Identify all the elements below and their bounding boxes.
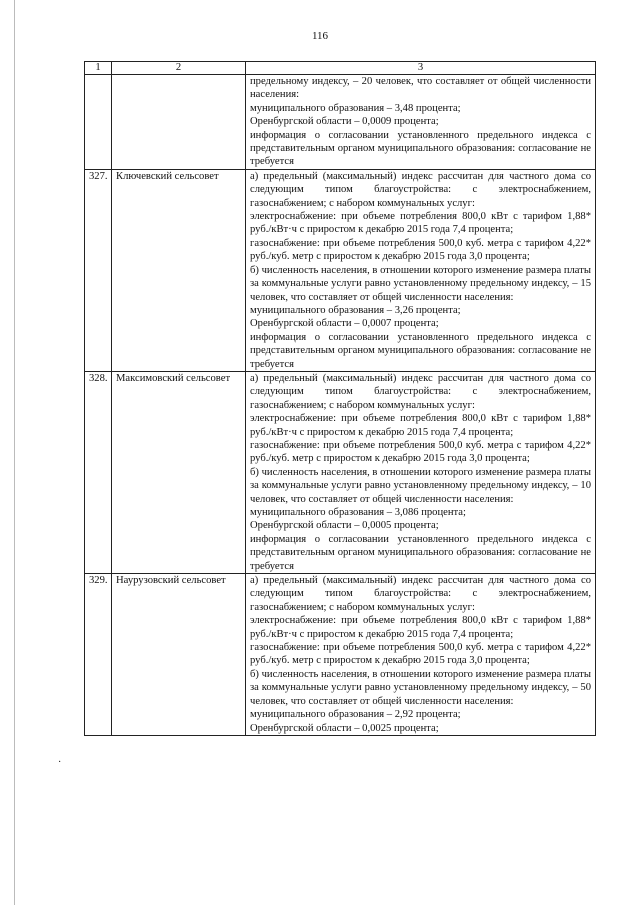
row-content-cell — [246, 169, 596, 371]
table-row-continuation — [85, 75, 596, 170]
content-line: газоснабжение: при объеме потребления 500,0 куб. метра с тарифом 4,22* руб./куб. метр с приростом к декабрю 2015 года 3,0 процента; — [250, 237, 591, 263]
content-line: электроснабжение: при объеме потребления 800,0 кВт с тарифом 1,88* руб./кВт·ч с приростом к декабрю 2015 года 7,4 процента; — [250, 615, 591, 640]
content-line: б) численность населения, в отношении которого изменение размера платы за коммунальные услуги равно установленному предельному индексу, – 15 человек, что составляет от общей численности населения: — [250, 264, 591, 303]
content-line: Оренбургской области – 0,0007 процента; — [250, 318, 439, 330]
content-line: электроснабжение: при объеме потребления 800,0 кВт с тарифом 1,88* руб./кВт·ч с приростом к декабрю 2015 года 7,4 процента; — [250, 413, 591, 438]
content-line: муниципального образования – 3,26 процента; — [250, 304, 461, 316]
content-line: муниципального образования – 3,48 процента; — [250, 102, 461, 114]
content-line: муниципального образования – 2,92 процента; — [250, 709, 461, 721]
content-line: а) предельный (максимальный) индекс рассчитан для частного дома со следующим типом благоустройства: с электроснабжением, газоснабжением; с набором коммунальных услуг: — [250, 170, 591, 209]
scan-edge-line — [14, 0, 15, 905]
header-cell-2: 2 — [112, 62, 246, 75]
content-line: б) численность населения, в отношении которого изменение размера платы за коммунальные услуги равно установленному предельному индексу, – 50 человек, что составляет от общей численности населения: — [250, 668, 591, 707]
row-content-cell — [246, 75, 596, 170]
row-content-cell — [246, 371, 596, 573]
content-line: газоснабжение: при объеме потребления 500,0 куб. метра с тарифом 4,22* руб./куб. метр с приростом к декабрю 2015 года 3,0 процента; — [250, 642, 591, 667]
margin-mark: · — [58, 757, 62, 768]
table-row-329 — [85, 574, 596, 736]
content-line: предельному индексу, – 20 человек, что составляет от общей численности населения: — [250, 76, 591, 101]
table-header-row — [85, 62, 596, 75]
content-line: информация о согласовании установленного предельного индекса с представительным органом муниципального образования: согласование не требуется — [250, 533, 591, 572]
content-line: Оренбургской области – 0,0009 процента; — [250, 116, 439, 128]
content-line: а) предельный (максимальный) индекс рассчитан для частного дома со следующим типом благоустройства: с электроснабжением, газоснабжением; с набором коммунальных услуг: — [250, 575, 591, 613]
content-line: Оренбургской области – 0,0005 процента; — [250, 520, 439, 532]
content-line: б) численность населения, в отношении которого изменение размера платы за коммунальные услуги равно установленному предельному индексу, – 10 человек, что составляет от общей численности населения: — [250, 466, 591, 505]
content-line: а) предельный (максимальный) индекс рассчитан для частного дома со следующим типом благоустройства: с электроснабжением, газоснабжением; с набором коммунальных услуг: — [250, 372, 591, 411]
row-name-cell: Максимовский сельсовет — [112, 371, 246, 573]
row-name-cell: Наурузовский сельсовет — [112, 574, 246, 736]
row-name-cell — [112, 75, 246, 170]
page-number: 116 — [311, 30, 329, 42]
header-cell-3: 3 — [246, 62, 596, 75]
content-line: информация о согласовании установленного предельного индекса с представительным органом муниципального образования: согласование не требуется — [250, 331, 591, 370]
table-row-328 — [85, 371, 596, 573]
row-number-cell: 327. — [85, 169, 112, 371]
row-number-cell: 329. — [85, 574, 112, 736]
content-line: информация о согласовании установленного предельного индекса с представительным органом муниципального образования: согласование не требуется — [250, 129, 591, 168]
header-cell-1: 1 — [85, 62, 112, 75]
row-name-cell: Ключевский сельсовет — [112, 169, 246, 371]
table-row-327 — [85, 169, 596, 371]
row-number-cell — [85, 75, 112, 170]
row-number-cell: 328. — [85, 371, 112, 573]
content-line: Оренбургской области – 0,0025 процента; — [250, 722, 439, 734]
row-content-cell — [246, 574, 596, 736]
content-line: электроснабжение: при объеме потребления 800,0 кВт с тарифом 1,88* руб./кВт·ч с приростом к декабрю 2015 года 7,4 процента; — [250, 211, 591, 236]
content-line: газоснабжение: при объеме потребления 500,0 куб. метра с тарифом 4,22* руб./куб. метр с приростом к декабрю 2015 года 3,0 процента; — [250, 439, 591, 465]
index-table — [84, 61, 596, 736]
content-line: муниципального образования – 3,086 процента; — [250, 507, 466, 518]
